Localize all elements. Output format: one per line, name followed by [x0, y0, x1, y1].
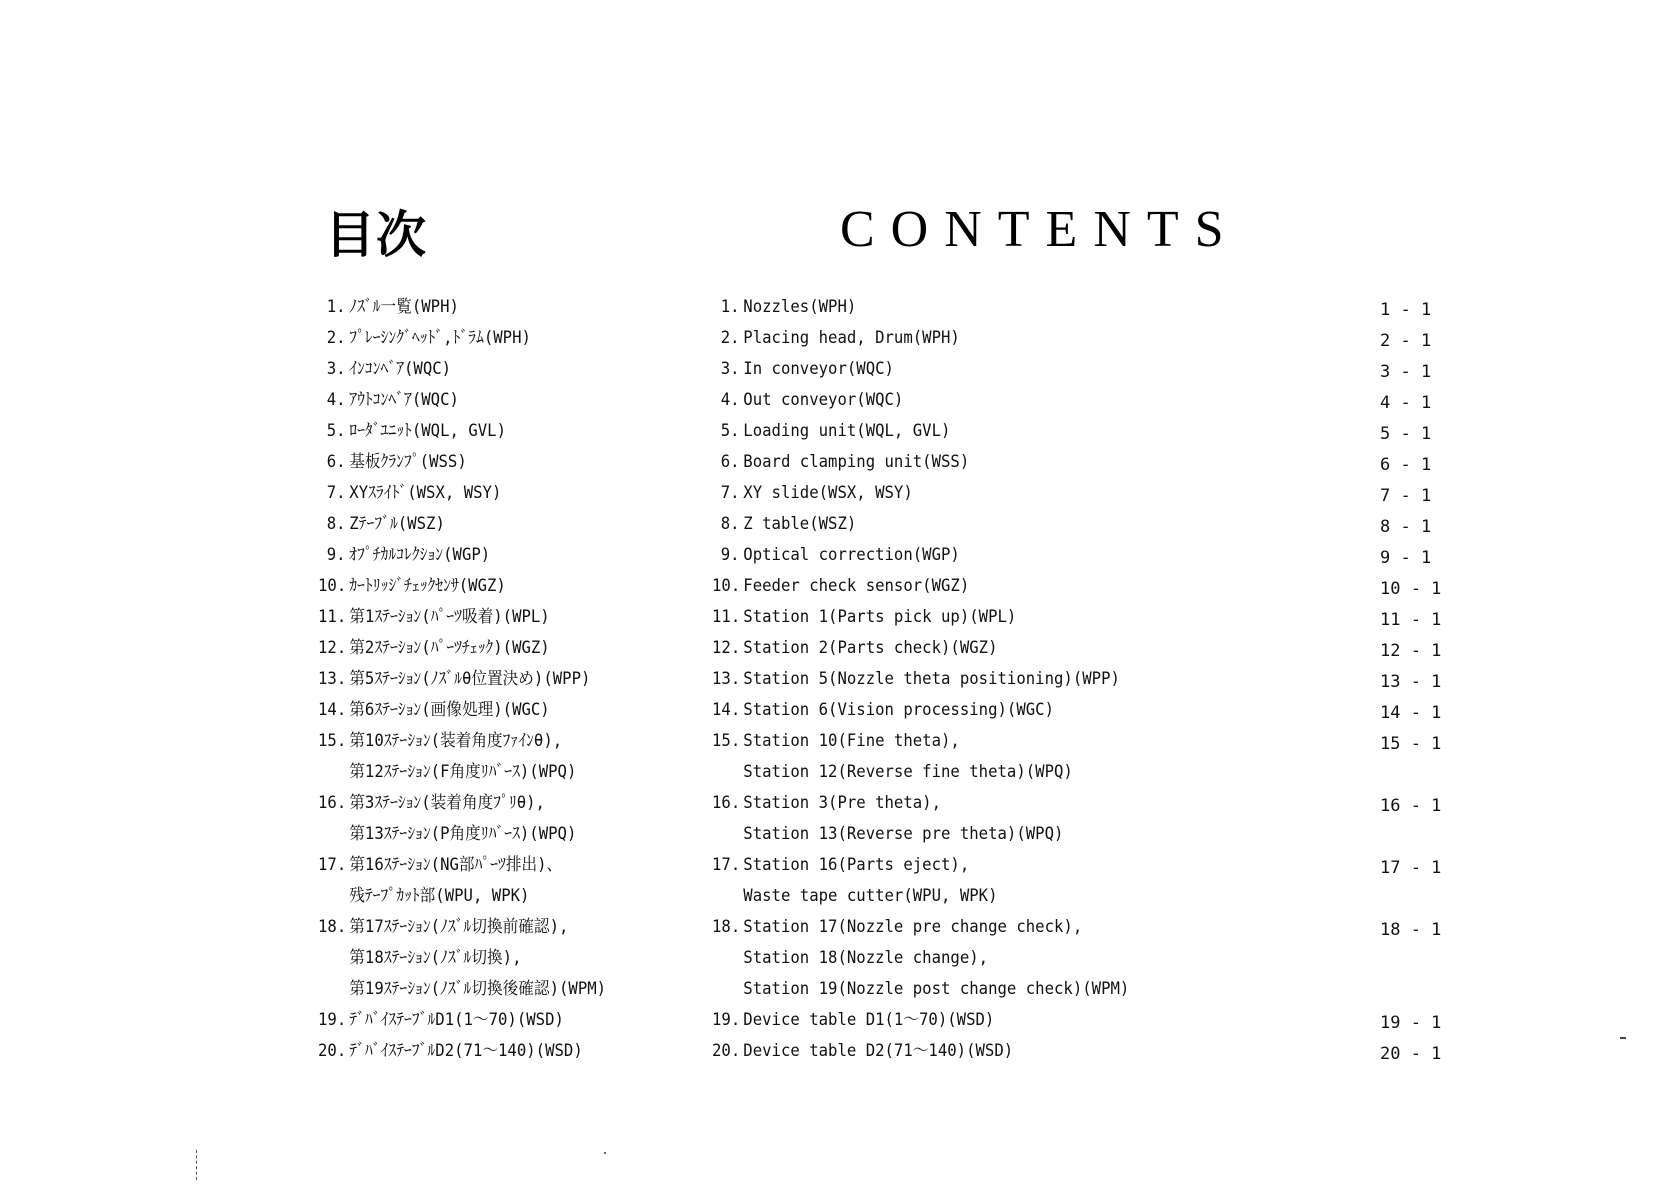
toc-entry-title: Station 2(Parts check)(WGZ)	[743, 638, 998, 658]
toc-entry-number: 19.	[712, 1010, 741, 1030]
toc-entry-number: 1.	[720, 297, 740, 317]
toc-page-number: 15 - 1	[1380, 734, 1442, 754]
toc-entry-number: 5.	[326, 421, 346, 441]
toc-page-number: 19 - 1	[1380, 1013, 1442, 1033]
toc-entry-title: ﾃﾞﾊﾞｲｽﾃｰﾌﾞﾙD1(1～70)(WSD)	[349, 1010, 564, 1030]
toc-entry-number: 7.	[326, 483, 346, 503]
toc-entry-title: Waste tape cutter(WPU, WPK)	[743, 886, 998, 906]
toc-entry-title: Device table D1(1～70)(WSD)	[743, 1010, 995, 1030]
toc-page-number-column	[1380, 295, 1490, 1070]
toc-entry-number: 16.	[712, 793, 741, 813]
toc-entry-japanese	[318, 478, 686, 509]
toc-entry-japanese	[318, 912, 686, 943]
scan-speck	[1620, 1037, 1626, 1039]
toc-entry-title: Station 1(Parts pick up)(WPL)	[743, 607, 1017, 627]
toc-entry-title: In conveyor(WQC)	[743, 359, 894, 379]
toc-page-number: 4 - 1	[1380, 393, 1432, 413]
scan-speck	[196, 1150, 199, 1180]
toc-page-number: 5 - 1	[1380, 424, 1432, 444]
toc-entry-english	[712, 509, 1282, 540]
toc-entry-japanese	[318, 292, 686, 323]
toc-entry-english	[712, 726, 1282, 757]
toc-entry-title: ｶｰﾄﾘｯｼﾞﾁｪｯｸｾﾝｻ(WGZ)	[349, 576, 506, 596]
toc-entry-japanese	[318, 447, 686, 478]
toc-page-number: 10 - 1	[1380, 579, 1442, 599]
toc-entry-title: Station 19(Nozzle post change check)(WPM)	[743, 979, 1130, 999]
toc-entry-english	[712, 757, 1282, 788]
toc-entry-title: 第5ｽﾃｰｼｮﾝ(ﾉｽﾞﾙθ位置決め)(WPP)	[349, 669, 591, 689]
toc-japanese-column	[318, 292, 718, 1067]
toc-entry-title: Station 10(Fine theta),	[743, 731, 960, 751]
toc-entry-title: Station 18(Nozzle change),	[743, 948, 989, 968]
toc-entry-title: XY slide(WSX, WSY)	[743, 483, 913, 503]
toc-entry-title: 第12ｽﾃｰｼｮﾝ(F角度ﾘﾊﾞｰｽ)(WPQ)	[349, 762, 577, 782]
toc-entry-title: ﾉｽﾞﾙ一覧(WPH)	[349, 297, 459, 317]
toc-entry-number: 1.	[326, 297, 346, 317]
toc-entry-english	[712, 695, 1282, 726]
toc-entry-number: 8.	[720, 514, 740, 534]
toc-entry-number: 3.	[720, 359, 740, 379]
toc-entry-number: 14.	[318, 700, 347, 720]
toc-entry-number: 17.	[712, 855, 741, 875]
toc-entry-japanese	[318, 385, 686, 416]
toc-entry-title: ﾛｰﾀﾞﾕﾆｯﾄ(WQL, GVL)	[349, 421, 507, 441]
toc-entry-number: 6.	[326, 452, 346, 472]
toc-entry-title: Station 17(Nozzle pre change check),	[743, 917, 1083, 937]
toc-entry-title: Loading unit(WQL, GVL)	[743, 421, 951, 441]
toc-page-number: 9 - 1	[1380, 548, 1432, 568]
toc-entry-english	[712, 602, 1282, 633]
toc-entry-title: 第10ｽﾃｰｼｮﾝ(装着角度ﾌｧｲﾝθ),	[349, 731, 563, 751]
toc-entry-title: Device table D2(71～140)(WSD)	[743, 1041, 1014, 1061]
toc-entry-number: 17.	[318, 855, 347, 875]
toc-entry-japanese	[318, 1036, 686, 1067]
toc-page-number: 11 - 1	[1380, 610, 1442, 630]
toc-entry-english	[712, 571, 1282, 602]
toc-entry-number: 16.	[318, 793, 347, 813]
toc-entry-title: 第1ｽﾃｰｼｮﾝ(ﾊﾟｰﾂ吸着)(WPL)	[349, 607, 550, 627]
toc-page-number	[1380, 977, 1490, 1008]
toc-entry-japanese	[318, 819, 686, 850]
toc-page-number: 2 - 1	[1380, 331, 1432, 351]
toc-entry-japanese	[318, 881, 686, 912]
toc-entry-number: 12.	[712, 638, 741, 658]
toc-entry-title: Station 12(Reverse fine theta)(WPQ)	[743, 762, 1073, 782]
toc-entry-title: Out conveyor(WQC)	[743, 390, 904, 410]
toc-entry-japanese	[318, 788, 686, 819]
toc-entry-number: 3.	[326, 359, 346, 379]
toc-entry-title: Nozzles(WPH)	[743, 297, 857, 317]
toc-entry-title: ｲﾝｺﾝﾍﾞｱ(WQC)	[349, 359, 452, 379]
toc-entry-japanese	[318, 757, 686, 788]
toc-page-number: 6 - 1	[1380, 455, 1432, 475]
toc-page-number: 1 - 1	[1380, 300, 1432, 320]
toc-entry-number: 11.	[318, 607, 347, 627]
toc-entry-title: 第18ｽﾃｰｼｮﾝ(ﾉｽﾞﾙ切換),	[349, 948, 522, 968]
toc-entry-title: 第16ｽﾃｰｼｮﾝ(NG部ﾊﾟｰﾂ排出)、	[349, 855, 563, 875]
toc-entry-japanese	[318, 540, 686, 571]
toc-entry-title: 第17ｽﾃｰｼｮﾝ(ﾉｽﾞﾙ切換前確認),	[349, 917, 569, 937]
toc-entry-title: Feeder check sensor(WGZ)	[743, 576, 970, 596]
toc-entry-title: Station 5(Nozzle theta positioning)(WPP)	[743, 669, 1120, 689]
toc-entry-number: 7.	[720, 483, 740, 503]
toc-entry-title: Board clamping unit(WSS)	[743, 452, 970, 472]
scan-speck	[604, 1152, 606, 1154]
toc-entry-number: 6.	[720, 452, 740, 472]
toc-entry-number: 10.	[712, 576, 741, 596]
toc-entry-japanese	[318, 509, 686, 540]
toc-entry-japanese	[318, 943, 686, 974]
toc-entry-english	[712, 912, 1282, 943]
toc-entry-title: ﾌﾟﾚｰｼﾝｸﾞﾍｯﾄﾞ,ﾄﾞﾗﾑ(WPH)	[349, 328, 531, 348]
toc-entry-english	[712, 943, 1282, 974]
toc-entry-number: 12.	[318, 638, 347, 658]
toc-entry-number: 14.	[712, 700, 741, 720]
toc-entry-number: 20.	[712, 1041, 741, 1061]
toc-entry-title: 第2ｽﾃｰｼｮﾝ(ﾊﾟｰﾂﾁｪｯｸ)(WGZ)	[349, 638, 550, 658]
toc-entry-number: 13.	[712, 669, 741, 689]
toc-page-number: 13 - 1	[1380, 672, 1442, 692]
toc-entry-number: 13.	[318, 669, 347, 689]
page-title-japanese: 目次	[325, 205, 427, 264]
toc-entry-number: 18.	[318, 917, 347, 937]
toc-entry-title: Zﾃｰﾌﾞﾙ(WSZ)	[349, 514, 445, 534]
toc-entry-japanese	[318, 664, 686, 695]
toc-entry-number: 4.	[720, 390, 740, 410]
toc-entry-title: Placing head, Drum(WPH)	[743, 328, 960, 348]
toc-page-number	[1380, 884, 1490, 915]
toc-page-number: 7 - 1	[1380, 486, 1432, 506]
toc-entry-english	[712, 385, 1282, 416]
toc-entry-number: 9.	[720, 545, 740, 565]
toc-entry-number: 5.	[720, 421, 740, 441]
toc-entry-english	[712, 633, 1282, 664]
toc-entry-japanese	[318, 974, 686, 1005]
toc-entry-english	[712, 881, 1282, 912]
page-title-english: CONTENTS	[840, 201, 1240, 258]
toc-entry-japanese	[318, 416, 686, 447]
toc-entry-english	[712, 664, 1282, 695]
toc-entry-title: 第13ｽﾃｰｼｮﾝ(P角度ﾘﾊﾞｰｽ)(WPQ)	[349, 824, 577, 844]
toc-entry-title: Station 13(Reverse pre theta)(WPQ)	[743, 824, 1064, 844]
toc-entry-title: 基板ｸﾗﾝﾌﾟ(WSS)	[349, 452, 467, 472]
toc-entry-title: Station 16(Parts eject),	[743, 855, 970, 875]
toc-entry-title: Station 6(Vision processing)(WGC)	[743, 700, 1055, 720]
toc-entry-number: 15.	[318, 731, 347, 751]
toc-page-number: 18 - 1	[1380, 920, 1442, 940]
toc-entry-english	[712, 292, 1282, 323]
toc-entry-english	[712, 850, 1282, 881]
toc-entry-title: ｵﾌﾟﾁｶﾙｺﾚｸｼｮﾝ(WGP)	[349, 545, 491, 565]
toc-entry-title: Z table(WSZ)	[743, 514, 857, 534]
toc-entry-english	[712, 354, 1282, 385]
toc-entry-number: 11.	[712, 607, 741, 627]
toc-entry-number: 9.	[326, 545, 346, 565]
toc-entry-japanese	[318, 354, 686, 385]
toc-entry-number: 19.	[318, 1010, 347, 1030]
toc-page-number: 12 - 1	[1380, 641, 1442, 661]
toc-entry-english	[712, 416, 1282, 447]
toc-entry-title: Station 3(Pre theta),	[743, 793, 942, 813]
toc-english-column	[712, 292, 1332, 1067]
toc-entry-number: 2.	[326, 328, 346, 348]
toc-entry-japanese	[318, 1005, 686, 1036]
toc-entry-english	[712, 1036, 1282, 1067]
toc-entry-title: 第3ｽﾃｰｼｮﾝ(装着角度ﾌﾟﾘθ),	[349, 793, 545, 813]
toc-entry-japanese	[318, 726, 686, 757]
toc-entry-english	[712, 974, 1282, 1005]
toc-entry-title: ｱｳﾄｺﾝﾍﾞｱ(WQC)	[349, 390, 459, 410]
toc-page-number: 17 - 1	[1380, 858, 1442, 878]
toc-entry-japanese	[318, 571, 686, 602]
toc-entry-number: 20.	[318, 1041, 347, 1061]
toc-entry-title: ﾃﾞﾊﾞｲｽﾃｰﾌﾞﾙD2(71～140)(WSD)	[349, 1041, 583, 1061]
toc-page-number: 3 - 1	[1380, 362, 1432, 382]
toc-entry-title: 第6ｽﾃｰｼｮﾝ(画像処理)(WGC)	[349, 700, 550, 720]
toc-entry-number: 4.	[326, 390, 346, 410]
toc-entry-number: 2.	[720, 328, 740, 348]
toc-entry-japanese	[318, 323, 686, 354]
toc-entry-english	[712, 323, 1282, 354]
toc-entry-english	[712, 540, 1282, 571]
toc-entry-title: 第19ｽﾃｰｼｮﾝ(ﾉｽﾞﾙ切換後確認)(WPM)	[349, 979, 607, 999]
toc-page-number: 16 - 1	[1380, 796, 1442, 816]
toc-entry-number: 15.	[712, 731, 741, 751]
toc-entry-english	[712, 447, 1282, 478]
toc-entry-number: 18.	[712, 917, 741, 937]
toc-entry-english	[712, 819, 1282, 850]
toc-page-number	[1380, 946, 1490, 977]
toc-page-number: 8 - 1	[1380, 517, 1432, 537]
toc-page-number	[1380, 822, 1490, 853]
toc-entry-number: 10.	[318, 576, 347, 596]
toc-entry-number: 8.	[326, 514, 346, 534]
toc-entry-japanese	[318, 633, 686, 664]
toc-entry-english	[712, 478, 1282, 509]
toc-entry-title: XYｽﾗｲﾄﾞ(WSX, WSY)	[349, 483, 502, 503]
toc-page-number: 20 - 1	[1380, 1044, 1442, 1064]
toc-entry-japanese	[318, 602, 686, 633]
toc-page-number	[1380, 760, 1490, 791]
toc-entry-title: 残ﾃｰﾌﾟｶｯﾄ部(WPU, WPK)	[349, 886, 530, 906]
toc-page-number: 14 - 1	[1380, 703, 1442, 723]
toc-entry-japanese	[318, 850, 686, 881]
toc-entry-english	[712, 1005, 1282, 1036]
toc-entry-title: Optical correction(WGP)	[743, 545, 960, 565]
toc-entry-japanese	[318, 695, 686, 726]
toc-entry-english	[712, 788, 1282, 819]
